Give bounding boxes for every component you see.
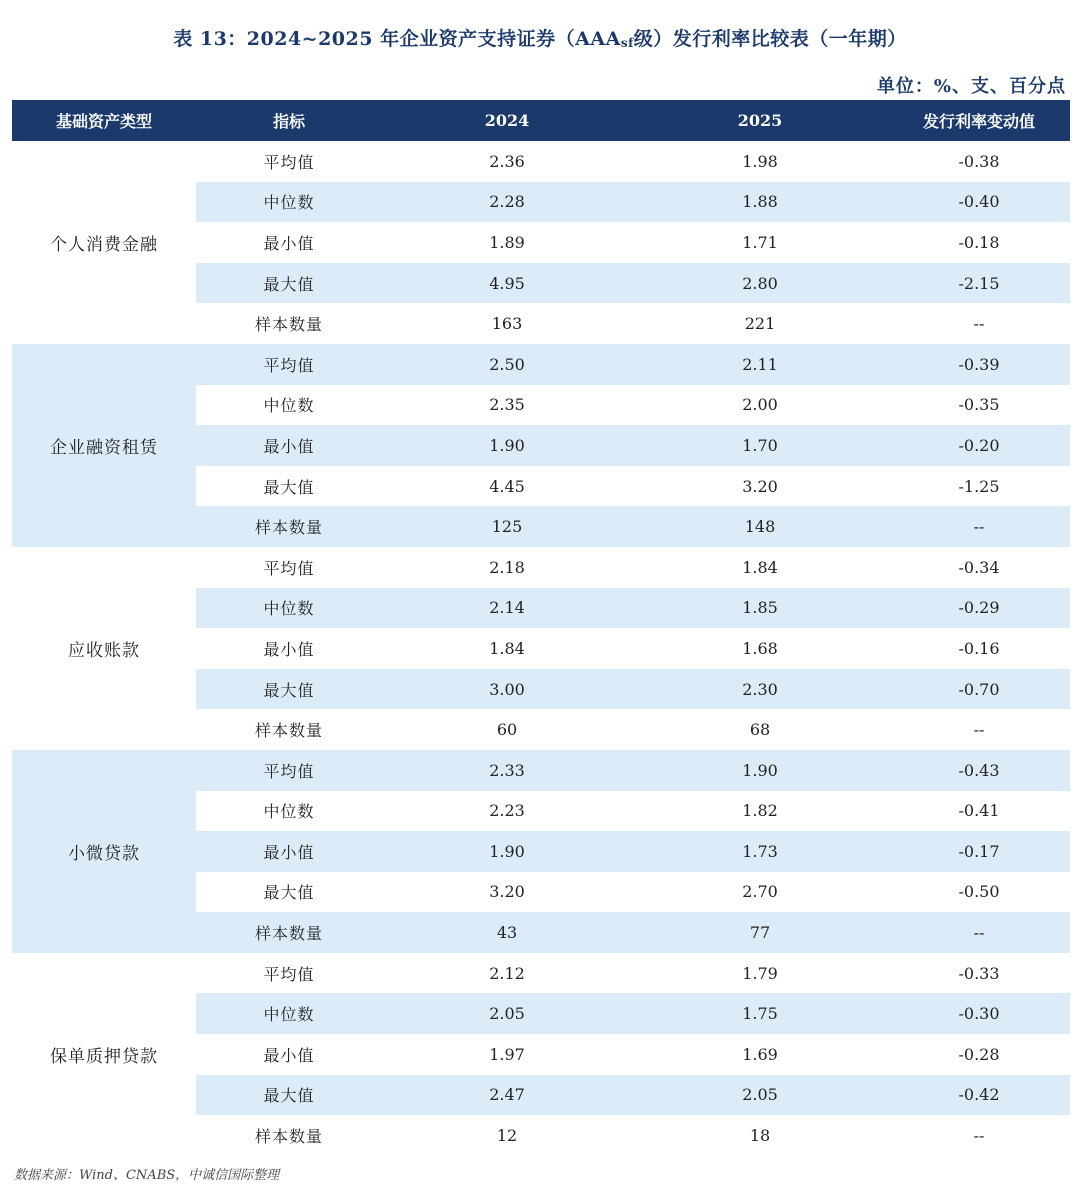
value-2025-cell: 1.69 [742,1044,778,1064]
asset-type-cell: 小微贷款 [12,750,196,953]
rate-change-cell: -0.30 [888,993,1070,1034]
indicator-cell: 样本数量 [196,912,382,953]
indicator-cell: 样本数量 [196,506,382,547]
indicator-cell: 最小值 [263,639,315,659]
value-2025-cell: 2.70 [742,882,778,902]
rate-change-cell: -0.40 [888,182,1070,223]
indicator-cell: 中位数 [263,396,315,416]
indicator-cell: 最大值 [196,669,382,710]
value-2024-cell: 2.18 [489,557,525,577]
table-header-row [12,100,1070,141]
rate-change-cell: -0.29 [888,588,1070,629]
value-2025-cell: 1.90 [632,750,888,791]
asset-type-cell: 企业融资租赁 [12,344,196,547]
table-row [12,141,1070,182]
indicator-cell: 最小值 [263,233,315,253]
table-row [12,750,1070,791]
indicator-cell: 最大值 [263,883,315,903]
value-2024-cell: 125 [382,506,632,547]
value-2024-cell: 1.90 [382,425,632,466]
value-2025-cell: 2.11 [632,344,888,385]
value-2025-cell: 68 [749,720,771,740]
indicator-cell: 平均值 [263,964,315,984]
value-2025-cell: 1.73 [632,831,888,872]
value-2025-cell: 1.88 [632,182,888,223]
indicator-cell: 最小值 [196,831,382,872]
value-2024-cell: 2.36 [489,151,525,171]
indicator-cell: 最小值 [196,425,382,466]
rate-change-cell: -- [888,506,1070,547]
rate-change-cell: -- [973,720,985,740]
rate-change-cell: -0.42 [888,1075,1070,1116]
value-2025-cell: 1.70 [632,425,888,466]
rate-change-cell: -0.28 [958,1044,1000,1064]
indicator-cell: 中位数 [196,182,382,223]
table-row [12,953,1070,994]
value-2024-cell: 2.05 [382,993,632,1034]
rate-change-cell: -0.20 [888,425,1070,466]
value-2025-cell: 1.85 [632,588,888,629]
rate-change-cell: -- [973,1126,985,1146]
rate-comparison-table [12,100,1070,1156]
value-2024-cell: 2.50 [382,344,632,385]
rate-change-cell: -0.18 [958,232,1000,252]
value-2024-cell: 60 [496,720,518,740]
value-2024-cell: 2.28 [382,182,632,223]
indicator-cell: 样本数量 [254,315,323,335]
value-2025-cell: 2.30 [632,669,888,710]
source-note: 数据来源：Wind、CNABS，中诚信国际整理 [14,1168,280,1183]
value-2024-cell: 2.35 [489,395,525,415]
indicator-cell: 中位数 [196,588,382,629]
value-2024-cell: 2.14 [382,588,632,629]
indicator-cell: 样本数量 [254,1127,323,1147]
rate-change-cell: -0.35 [958,395,1000,415]
header-2024: 2024 [484,111,530,130]
rate-change-cell: -0.70 [888,669,1070,710]
value-2025-cell: 1.84 [742,557,778,577]
value-2025-cell: 221 [744,314,776,334]
value-2025-cell: 1.75 [632,993,888,1034]
table-title: 表 13：2024~2025 年企业资产支持证券（$AAA_{sf}$级）发行利率比较表（一年期） [173,28,907,50]
indicator-cell: 最大值 [196,263,382,304]
rate-change-cell: -0.17 [888,831,1070,872]
header-rate-change: 发行利率变动值 [922,112,1035,131]
indicator-cell: 平均值 [263,152,315,172]
rate-change-cell: -2.15 [888,263,1070,304]
indicator-cell: 中位数 [263,802,315,822]
value-2024-cell: 1.89 [489,232,525,252]
indicator-cell: 平均值 [196,750,382,791]
unit-label: 单位：%、支、百分点 [876,76,1066,97]
indicator-cell: 平均值 [263,558,315,578]
indicator-cell: 最大值 [263,477,315,497]
value-2024-cell: 4.95 [382,263,632,304]
indicator-cell: 中位数 [196,993,382,1034]
value-2025-cell: 1.71 [742,232,778,252]
value-2024-cell: 163 [491,314,523,334]
value-2025-cell: 3.20 [742,476,778,496]
value-2025-cell: 1.79 [742,963,778,983]
asset-type-cell: 应收账款 [12,547,196,750]
table-row [12,344,1070,385]
value-2024-cell: 4.45 [489,476,525,496]
rate-change-cell: -0.41 [958,801,1000,821]
rate-change-cell: -0.43 [888,750,1070,791]
value-2024-cell: 1.90 [382,831,632,872]
value-2024-cell: 1.97 [489,1044,525,1064]
value-2024-cell: 2.12 [489,963,525,983]
header-indicator: 指标 [272,112,305,131]
rate-change-cell: -0.39 [888,344,1070,385]
value-2024-cell: 12 [496,1126,518,1146]
value-2025-cell: 18 [749,1126,771,1146]
rate-change-cell: -0.34 [958,557,1000,577]
value-2025-cell: 1.82 [742,801,778,821]
value-2025-cell: 2.00 [742,395,778,415]
asset-type-cell: 保单质押贷款 [12,953,196,1156]
header-2025: 2025 [737,111,783,130]
value-2025-cell: 1.68 [742,638,778,658]
rate-change-cell: -0.16 [958,638,1000,658]
value-2025-cell: 2.80 [632,263,888,304]
rate-change-cell: -0.33 [958,963,1000,983]
value-2024-cell: 2.33 [382,750,632,791]
value-2025-cell: 77 [632,912,888,953]
rate-change-cell: -- [973,314,985,334]
value-2024-cell: 3.20 [489,882,525,902]
value-2025-cell: 2.05 [632,1075,888,1116]
rate-change-cell: -0.50 [958,882,1000,902]
indicator-cell: 最小值 [263,1045,315,1065]
rate-change-cell: -- [888,912,1070,953]
header-asset-type: 基础资产类型 [55,112,152,131]
value-2025-cell: 1.98 [742,151,778,171]
table-row [12,547,1070,588]
value-2025-cell: 148 [632,506,888,547]
value-2024-cell: 3.00 [382,669,632,710]
value-2024-cell: 1.84 [489,638,525,658]
rate-change-cell: -1.25 [958,476,1000,496]
asset-type-cell: 个人消费金融 [12,141,196,344]
value-2024-cell: 43 [382,912,632,953]
indicator-cell: 平均值 [196,344,382,385]
rate-change-cell: -0.38 [958,151,1000,171]
indicator-cell: 样本数量 [254,721,323,741]
value-2024-cell: 2.23 [489,801,525,821]
value-2024-cell: 2.47 [382,1075,632,1116]
indicator-cell: 最大值 [196,1075,382,1116]
